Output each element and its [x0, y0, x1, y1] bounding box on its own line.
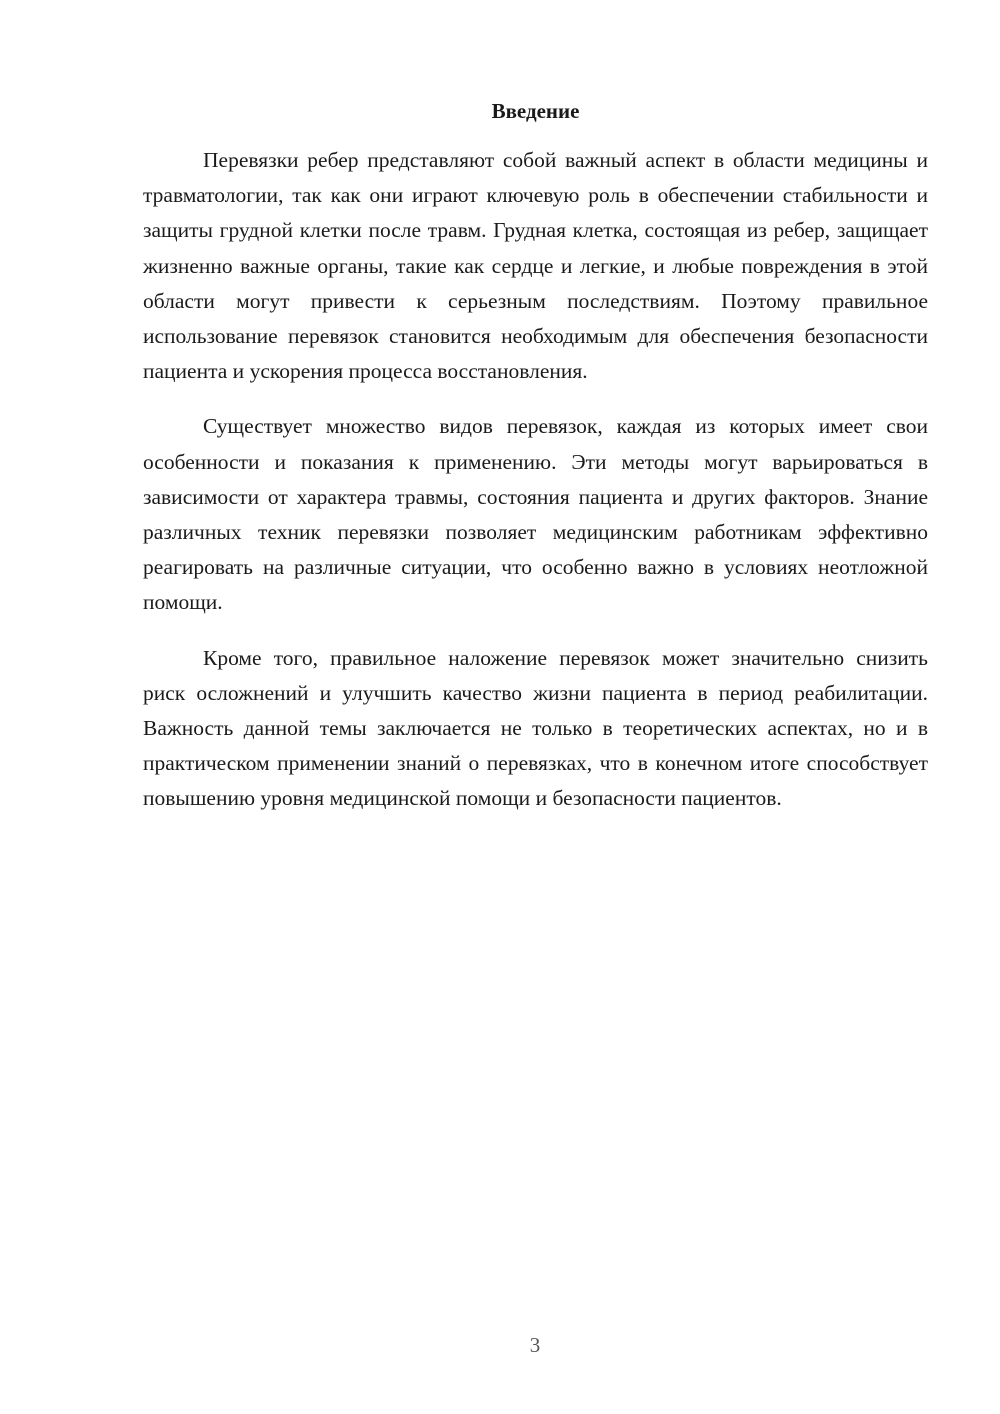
- paragraph-1: Перевязки ребер представляют собой важный аспект в области медицины и травматологии, так как они играют ключевую роль в обеспечении стабильности и защиты грудной клетки после травм. Грудная клетка, состоящая из ребер, защищает жизненно важные органы, такие как сердце и легкие, и любые повреждения в этой области могут привести к серьезным последствиям. Поэтому правильное использование перевязок становится необходимым для обеспечения безопасности пациента и ускорения процесса восстановления.: [143, 148, 928, 384]
- paragraph-2: Существует множество видов перевязок, каждая из которых имеет свои особенности и показания к применению. Эти методы могут варьироваться в зависимости от характера травмы, состояния пациента и других факторов. Знание различных техник перевязки позволяет медицинским работникам эффективно реагировать на различные ситуации, что особенно важно в условиях неотложной помощи.: [143, 414, 928, 615]
- section-heading: Введение: [491, 99, 580, 123]
- body-text: [143, 143, 928, 837]
- page-number: 3: [529, 1333, 541, 1357]
- paragraph-3: Кроме того, правильное наложение перевязок может значительно снизить риск осложнений и улучшить качество жизни пациента в период реабилитации. Важность данной темы заключается не только в теоретических аспектах, но и в практическом применении знаний о перевязках, что в конечном итоге способствует повышению уровня медицинской помощи и безопасности пациентов.: [143, 645, 928, 811]
